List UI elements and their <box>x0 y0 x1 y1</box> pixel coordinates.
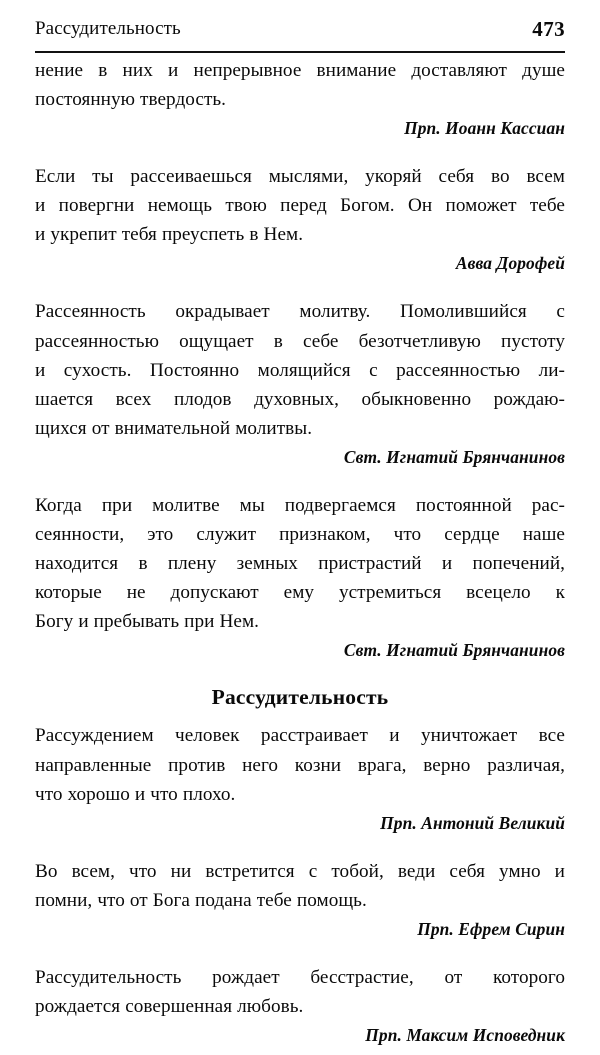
attribution: Прп. Максим Исповедник <box>365 1025 565 1046</box>
passage-spacer <box>35 283 565 297</box>
passage-text <box>35 491 565 636</box>
passage <box>35 297 565 469</box>
passage-text <box>35 721 565 808</box>
attribution: Авва Дорофей <box>455 253 565 274</box>
text-line: и укрепит тебя преуспеть в Нем. <box>35 224 304 246</box>
passage-text <box>35 297 565 442</box>
attribution: Прп. Антоний Великий <box>380 812 565 833</box>
text-line: рассеянностью ощущает в себе безотчетливую пустоту <box>35 330 565 352</box>
text-line: Если ты рассеиваешься мыслями, укоряй себя во всем <box>35 166 565 188</box>
passage <box>35 491 565 663</box>
section-heading: Рассудительность <box>211 685 389 710</box>
text-line: Рассуждением человек расстраивает и уничтожает все <box>35 725 565 747</box>
attribution: Свт. Игнатий Брянчанинов <box>343 446 565 467</box>
passage-spacer <box>35 477 565 491</box>
attribution: Прп. Иоанн Кассиан <box>404 118 565 139</box>
text-line: и сухость. Постоянно молящийся с рассеянностью ли- <box>35 359 565 381</box>
text-line: нение в них и непрерывное внимание доставляют душе <box>35 60 565 81</box>
passage-spacer <box>35 949 565 963</box>
text-line: что хорошо и что плохо. <box>35 783 236 805</box>
attribution: Прп. Ефрем Сирин <box>417 918 565 939</box>
text-line: Во всем, что ни встретится с тобой, веди себя умно и <box>35 860 565 882</box>
text-line: направленные против него козни врага, верно различая, <box>35 754 565 776</box>
text-line: которые не допускают ему устремиться всецело к <box>35 582 565 604</box>
text-line: шается всех плодов духовных, обыкновенно рождаю- <box>35 388 565 410</box>
running-head <box>35 18 565 53</box>
text-line: и повергни немощь твою перед Богом. Он поможет тебе <box>35 195 565 217</box>
running-head-title: Рассудительность <box>35 18 181 39</box>
passage-text <box>35 162 565 249</box>
passage-text <box>35 857 565 915</box>
passage <box>35 56 565 141</box>
passage-spacer <box>35 843 565 857</box>
passage-text <box>35 56 565 114</box>
text-line: находится в плену земных пристрастий и попечений, <box>35 553 565 575</box>
passage <box>35 963 565 1048</box>
passage-spacer <box>35 148 565 162</box>
text-line: Рассеянность окрадывает молитву. Помолившийся с <box>35 301 565 323</box>
text-line: щихся от внимательной молитвы. <box>35 417 313 439</box>
passage <box>35 162 565 276</box>
attribution: Свт. Игнатий Брянчанинов <box>343 640 565 661</box>
text-line: Когда при молитве мы подвергаемся постоянной рас- <box>35 494 565 516</box>
text-line: постоянную твердость. <box>35 89 227 111</box>
text-line: сеянности, это служит признаком, что сердце наше <box>35 524 565 546</box>
text-line: Рассудительность рождает бесстрастие, от которого <box>35 966 565 988</box>
passage <box>35 721 565 835</box>
text-line: рождается совершенная любовь. <box>35 995 304 1017</box>
passage-text <box>35 963 565 1021</box>
text-line: помни, что от Бога подана тебе помощь. <box>35 889 367 911</box>
passage <box>35 857 565 942</box>
page-number: 473 <box>532 17 565 41</box>
text-line: Богу и пребывать при Нем. <box>35 611 260 633</box>
text-column <box>35 56 565 1055</box>
